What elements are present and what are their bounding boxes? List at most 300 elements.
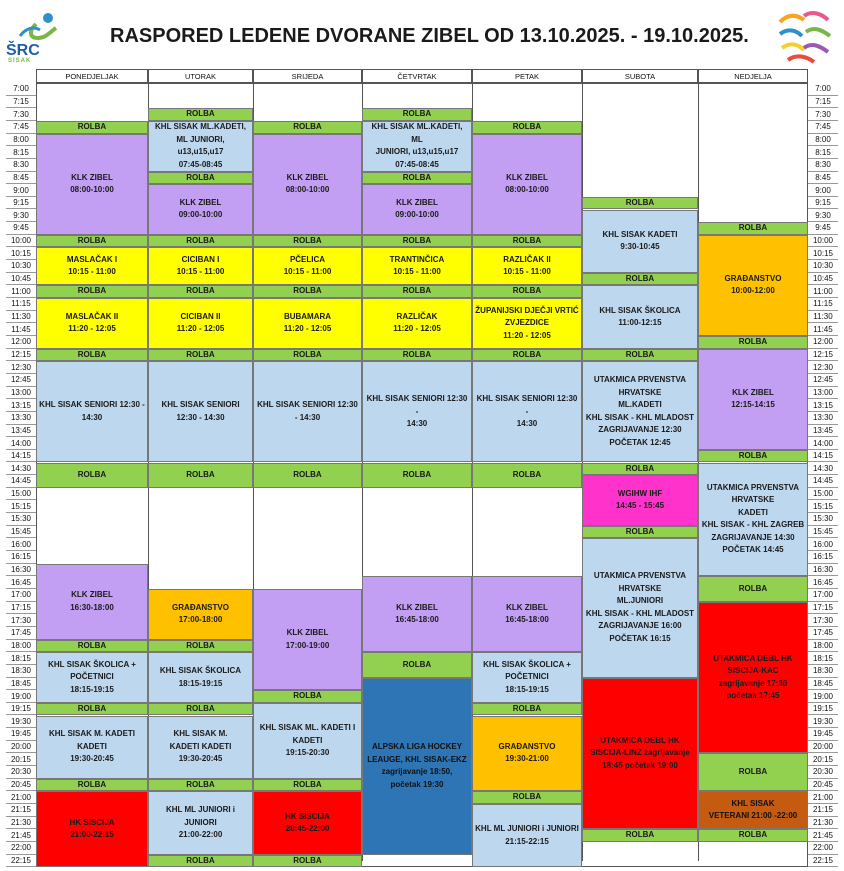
event-line: KADETI bbox=[738, 507, 768, 517]
rolba-slot bbox=[582, 349, 698, 362]
event-text bbox=[475, 393, 579, 431]
event-line: KADETI bbox=[292, 735, 323, 745]
event-line: ROLBA bbox=[738, 450, 768, 460]
event-line: 19:30-20:45 bbox=[178, 754, 223, 764]
event-text bbox=[70, 817, 115, 842]
time-label-right: 18:45 bbox=[808, 678, 838, 691]
event-line: 17:00-18:00 bbox=[178, 615, 223, 625]
event-text bbox=[403, 235, 431, 248]
time-label-left: 7:45 bbox=[6, 121, 36, 134]
schedule-event bbox=[582, 361, 698, 462]
event-text bbox=[475, 305, 578, 343]
rolba-slot bbox=[698, 576, 808, 601]
time-label-left: 7:00 bbox=[6, 83, 36, 96]
time-label-left: 21:15 bbox=[6, 804, 36, 817]
event-text bbox=[505, 602, 549, 627]
time-label-right: 13:00 bbox=[808, 387, 838, 400]
time-label-right: 10:45 bbox=[808, 273, 838, 286]
event-text bbox=[513, 285, 541, 298]
event-text bbox=[395, 602, 439, 627]
day-header-2: SRIJEDA bbox=[253, 69, 362, 83]
rolba-slot bbox=[253, 349, 362, 362]
time-label-left: 13:30 bbox=[6, 412, 36, 425]
event-line: MASLAČAK I bbox=[66, 254, 118, 264]
schedule-event bbox=[36, 298, 148, 349]
rolba-slot bbox=[698, 450, 808, 463]
event-line: KLK ZIBEL bbox=[506, 602, 548, 612]
event-line: 21:00-22:00 bbox=[178, 830, 223, 840]
day-header-5: SUBOTA bbox=[582, 69, 698, 83]
event-line: 11:00-12:15 bbox=[618, 318, 662, 328]
event-text bbox=[293, 349, 321, 362]
time-label-left: 21:30 bbox=[6, 817, 36, 830]
rolba-slot bbox=[472, 463, 582, 488]
rolba-slot bbox=[148, 463, 253, 488]
event-text bbox=[513, 121, 541, 134]
event-text bbox=[160, 665, 241, 690]
event-line: 07:45-08:45 bbox=[395, 159, 439, 169]
event-line: JUNIORI, u13,u15,u17 bbox=[375, 147, 459, 157]
rolba-slot bbox=[36, 703, 148, 716]
time-label-right: 22:15 bbox=[808, 855, 838, 868]
event-line: ROLBA bbox=[402, 286, 432, 296]
rolba-slot bbox=[362, 108, 472, 121]
event-line: RAZLIČAK II bbox=[503, 254, 551, 264]
event-line: KLK ZIBEL bbox=[732, 387, 774, 397]
rolba-slot bbox=[148, 779, 253, 792]
event-line: HK SISCIJA bbox=[69, 817, 115, 827]
event-line: KHL SISAK SENIORI 12:30 - bbox=[476, 394, 578, 416]
rolba-slot bbox=[253, 463, 362, 488]
rolba-slot bbox=[582, 463, 698, 476]
day-header-4: PETAK bbox=[472, 69, 582, 83]
time-label-right: 14:30 bbox=[808, 463, 838, 476]
rolba-slot bbox=[582, 197, 698, 210]
time-label-left: 13:45 bbox=[6, 425, 36, 438]
event-line: 11:20 - 12:05 bbox=[393, 324, 441, 334]
event-line: 14:30 bbox=[406, 419, 428, 429]
time-label-right: 10:15 bbox=[808, 247, 838, 260]
time-label-left: 16:00 bbox=[6, 538, 36, 551]
time-label-left: 13:15 bbox=[6, 399, 36, 412]
event-text bbox=[293, 855, 321, 868]
event-line: ROLBA bbox=[186, 235, 215, 245]
event-text bbox=[499, 741, 556, 766]
time-label-left: 8:45 bbox=[6, 172, 36, 185]
schedule-event bbox=[148, 361, 253, 462]
event-text bbox=[403, 659, 431, 672]
event-text bbox=[78, 285, 106, 298]
event-line: ROLBA bbox=[186, 172, 215, 182]
event-text bbox=[48, 659, 136, 697]
time-label-right: 20:15 bbox=[808, 753, 838, 766]
time-label-left: 14:30 bbox=[6, 463, 36, 476]
time-label-left: 11:45 bbox=[6, 323, 36, 336]
event-text bbox=[78, 779, 106, 792]
event-line: ML.KADETI bbox=[618, 400, 662, 410]
event-line: CICIBAN I bbox=[181, 254, 220, 264]
time-label-left: 9:45 bbox=[6, 222, 36, 235]
time-label-left: 14:00 bbox=[6, 437, 36, 450]
event-line: POČETNICI bbox=[505, 672, 549, 682]
event-line: ROLBA bbox=[402, 109, 432, 119]
time-label-left: 12:45 bbox=[6, 374, 36, 387]
event-line: ROLBA bbox=[738, 337, 768, 347]
event-text bbox=[78, 703, 106, 716]
event-line: 10:15 - 11:00 bbox=[503, 267, 551, 277]
time-label-left: 21:00 bbox=[6, 791, 36, 804]
time-label-right: 19:00 bbox=[808, 690, 838, 703]
time-label-right: 11:30 bbox=[808, 311, 838, 324]
event-line: ROLBA bbox=[77, 235, 107, 245]
event-line: UTAKMICA PRVENSTVA bbox=[593, 571, 687, 581]
schedule-event bbox=[362, 361, 472, 462]
event-line: ROLBA bbox=[512, 792, 542, 802]
event-line: ROLBA bbox=[738, 583, 768, 593]
schedule-event bbox=[253, 361, 362, 462]
event-text bbox=[285, 811, 330, 836]
time-label-left: 16:45 bbox=[6, 576, 36, 589]
time-label-right: 14:00 bbox=[808, 437, 838, 450]
time-label-left: 17:30 bbox=[6, 614, 36, 627]
time-label-left: 9:30 bbox=[6, 210, 36, 223]
rolba-slot bbox=[36, 235, 148, 248]
time-label-right: 7:45 bbox=[808, 121, 838, 134]
rolba-slot bbox=[472, 121, 582, 134]
event-text bbox=[713, 653, 792, 703]
event-line: KHL SISAK SENIORI 12:30 - bbox=[366, 394, 468, 416]
event-line: KLK ZIBEL bbox=[286, 172, 329, 182]
page-title: RASPORED LEDENE DVORANE ZIBEL OD 13.10.2025. - 19.10.2025. bbox=[110, 25, 749, 47]
time-label-left: 7:15 bbox=[6, 96, 36, 109]
time-label-right: 9:30 bbox=[808, 210, 838, 223]
day-header-6: NEDJELJA bbox=[698, 69, 808, 83]
event-text bbox=[739, 583, 767, 596]
event-line: 9:30-10:45 bbox=[620, 242, 660, 252]
event-line: ROLBA bbox=[186, 349, 215, 359]
schedule-event bbox=[148, 298, 253, 349]
event-line: ROLBA bbox=[186, 855, 215, 865]
time-label-right: 9:15 bbox=[808, 197, 838, 210]
event-line: 16:45-18:00 bbox=[395, 615, 439, 625]
event-line: KHL SISAK ŠKOLICA bbox=[159, 666, 242, 676]
time-label-right: 21:30 bbox=[808, 817, 838, 830]
schedule-event bbox=[148, 247, 253, 285]
event-line: KHL SISAK M. bbox=[173, 729, 228, 739]
event-line: 09:00-10:00 bbox=[178, 210, 223, 220]
event-line: GRAĐANSTVO bbox=[498, 741, 556, 751]
event-line: 10:15 - 11:00 bbox=[176, 267, 225, 277]
rolba-slot bbox=[472, 349, 582, 362]
event-text bbox=[725, 273, 782, 298]
event-line: POČETAK 16:15 bbox=[609, 633, 671, 643]
event-text bbox=[186, 640, 214, 653]
event-text bbox=[179, 197, 223, 222]
time-label-left: 21:45 bbox=[6, 829, 36, 842]
event-text bbox=[599, 305, 680, 330]
event-line: KHL SISAK ŠKOLICA + bbox=[48, 659, 136, 669]
time-label-right: 9:45 bbox=[808, 222, 838, 235]
schedule-event bbox=[698, 602, 808, 754]
event-line: KHL SISAK KADETI bbox=[602, 229, 678, 239]
event-line: zagrijavanje 17:30 bbox=[718, 678, 788, 688]
event-text bbox=[390, 254, 445, 279]
event-line: 14:45 - 15:45 bbox=[615, 501, 665, 511]
event-line: ROLBA bbox=[77, 122, 107, 132]
event-text bbox=[603, 229, 678, 254]
time-label-left: 12:00 bbox=[6, 336, 36, 349]
event-line: 08:00-10:00 bbox=[70, 185, 114, 195]
time-label-right: 15:15 bbox=[808, 500, 838, 513]
event-text bbox=[395, 197, 439, 222]
event-line: UTAKMICA PRVENSTVA bbox=[706, 482, 800, 492]
event-line: ROLBA bbox=[293, 691, 322, 701]
rolba-slot bbox=[698, 222, 808, 235]
time-label-right: 18:30 bbox=[808, 665, 838, 678]
time-label-right: 19:15 bbox=[808, 703, 838, 716]
event-line: ROLBA bbox=[738, 767, 768, 777]
event-line: KHL SISAK ML.KADETI, bbox=[155, 122, 246, 132]
time-label-right: 7:15 bbox=[808, 96, 838, 109]
event-line: 18:45 početak 19:00 bbox=[602, 760, 678, 770]
rolba-slot bbox=[148, 172, 253, 185]
event-text bbox=[293, 121, 321, 134]
event-line: VETERANI 21:00 -22:00 bbox=[708, 811, 798, 821]
time-label-left: 12:15 bbox=[6, 349, 36, 362]
event-line: ROLBA bbox=[186, 640, 215, 650]
event-text bbox=[293, 235, 321, 248]
event-text bbox=[78, 235, 106, 248]
event-line: KHL SISAK SENIORI bbox=[161, 400, 240, 410]
event-line: 16:30-18:00 bbox=[70, 602, 114, 612]
logo-text: ŠRC bbox=[6, 42, 40, 59]
time-label-right: 14:45 bbox=[808, 475, 838, 488]
event-text bbox=[626, 526, 654, 539]
event-line: KHL SISAK SENIORI 12:30 bbox=[257, 400, 358, 410]
event-line: 11:20 - 12:05 bbox=[503, 330, 551, 340]
event-text bbox=[626, 463, 654, 476]
event-text bbox=[513, 703, 541, 716]
time-label-left: 9:15 bbox=[6, 197, 36, 210]
schedule-event bbox=[253, 247, 362, 285]
rolba-slot bbox=[472, 703, 582, 716]
event-line: ROLBA bbox=[293, 469, 322, 479]
event-line: ROLBA bbox=[625, 830, 655, 840]
event-line: 08:00-10:00 bbox=[505, 185, 549, 195]
event-line: HK SISCIJA bbox=[285, 811, 330, 821]
schedule-event bbox=[253, 791, 362, 854]
event-line: 09:00-10:00 bbox=[395, 210, 439, 220]
schedule-event bbox=[148, 589, 253, 640]
time-label-right: 16:15 bbox=[808, 551, 838, 564]
event-text bbox=[513, 791, 541, 804]
event-text bbox=[739, 829, 767, 842]
event-line: ROLBA bbox=[77, 703, 107, 713]
time-label-left: 7:30 bbox=[6, 108, 36, 121]
time-label-right: 16:00 bbox=[808, 538, 838, 551]
event-line: ROLBA bbox=[77, 779, 107, 789]
event-text bbox=[475, 823, 579, 848]
event-line: 18:15-19:15 bbox=[178, 678, 223, 688]
event-line: 21:15-22:15 bbox=[505, 836, 549, 846]
schedule-event bbox=[148, 652, 253, 703]
event-line: 14:30 bbox=[81, 412, 103, 422]
time-label-left: 20:30 bbox=[6, 766, 36, 779]
schedule-event bbox=[362, 184, 472, 235]
time-label-right: 20:45 bbox=[808, 779, 838, 792]
event-text bbox=[513, 235, 541, 248]
rolba-slot bbox=[148, 349, 253, 362]
event-line: UTAKMICA PRVENSTVA bbox=[593, 375, 687, 385]
event-line: POČETAK 14:45 bbox=[722, 545, 784, 555]
event-line: 14:30 bbox=[516, 419, 538, 429]
rolba-slot bbox=[36, 349, 148, 362]
schedule-event bbox=[472, 247, 582, 285]
event-text bbox=[186, 779, 214, 792]
event-text bbox=[172, 602, 229, 627]
event-text bbox=[626, 829, 654, 842]
event-line: KHL ML JUNIORI i JUNIORI bbox=[475, 824, 579, 834]
rolba-slot bbox=[472, 235, 582, 248]
event-text bbox=[286, 627, 330, 652]
event-line: ROLBA bbox=[625, 526, 655, 536]
schedule-event bbox=[582, 285, 698, 348]
event-text bbox=[286, 172, 330, 197]
time-label-right: 22:00 bbox=[808, 842, 838, 855]
event-line: KHL SISAK ML.KADETI, ML bbox=[371, 122, 463, 144]
schedule-event bbox=[582, 210, 698, 273]
time-label-left: 15:30 bbox=[6, 513, 36, 526]
event-text bbox=[161, 399, 239, 424]
event-line: TRANTINČICA bbox=[389, 254, 445, 264]
schedule-event bbox=[698, 791, 808, 829]
event-line: LEAUGE, KHL SISAK-EKZ bbox=[367, 754, 467, 764]
time-label-right: 21:15 bbox=[808, 804, 838, 817]
event-line: ROLBA bbox=[186, 703, 215, 713]
time-label-left: 20:15 bbox=[6, 753, 36, 766]
time-label-right: 16:45 bbox=[808, 576, 838, 589]
event-line: 10:15 - 11:00 bbox=[283, 267, 332, 277]
event-line: KLK ZIBEL bbox=[396, 197, 438, 207]
event-text bbox=[78, 640, 106, 653]
event-line: ROLBA bbox=[512, 469, 542, 479]
time-label-left: 20:45 bbox=[6, 779, 36, 792]
time-label-right: 20:00 bbox=[808, 741, 838, 754]
event-text bbox=[66, 311, 118, 336]
rolba-slot bbox=[362, 235, 472, 248]
event-line: u13,u15,u17 bbox=[177, 147, 224, 157]
time-label-right: 12:30 bbox=[808, 361, 838, 374]
event-text bbox=[731, 387, 775, 412]
day-header-0: PONEDJELJAK bbox=[36, 69, 148, 83]
event-text bbox=[186, 235, 214, 248]
schedule-event bbox=[698, 349, 808, 450]
event-line: ROLBA bbox=[293, 286, 322, 296]
event-line: KADETI bbox=[77, 741, 107, 751]
event-text bbox=[186, 703, 214, 716]
time-label-left: 15:00 bbox=[6, 488, 36, 501]
event-line: KLK ZIBEL bbox=[71, 590, 113, 600]
event-text bbox=[590, 735, 690, 773]
rolba-slot bbox=[698, 336, 808, 349]
time-label-right: 13:30 bbox=[808, 412, 838, 425]
time-label-left: 18:00 bbox=[6, 640, 36, 653]
time-label-right: 17:45 bbox=[808, 627, 838, 640]
event-line: 10:15 - 11:00 bbox=[393, 267, 441, 277]
event-text bbox=[186, 349, 214, 362]
event-text bbox=[293, 779, 321, 792]
time-label-left: 8:30 bbox=[6, 159, 36, 172]
rolba-slot bbox=[36, 640, 148, 653]
time-label-left: 11:15 bbox=[6, 298, 36, 311]
event-line: KLK ZIBEL bbox=[71, 172, 113, 182]
event-line: 18:15-19:15 bbox=[505, 684, 549, 694]
rolba-slot bbox=[472, 791, 582, 804]
event-line: KLK ZIBEL bbox=[286, 628, 329, 638]
time-label-right: 19:45 bbox=[808, 728, 838, 741]
event-line: KLK ZIBEL bbox=[506, 172, 548, 182]
rolba-slot bbox=[36, 121, 148, 134]
event-line: ROLBA bbox=[77, 349, 107, 359]
event-text bbox=[39, 399, 145, 424]
event-text bbox=[257, 399, 358, 424]
event-line: ROLBA bbox=[625, 197, 655, 207]
time-label-right: 15:30 bbox=[808, 513, 838, 526]
time-label-left: 19:15 bbox=[6, 703, 36, 716]
schedule-event bbox=[582, 678, 698, 830]
schedule-event bbox=[148, 121, 253, 172]
event-text bbox=[403, 469, 431, 482]
event-text bbox=[513, 469, 541, 482]
event-text bbox=[367, 741, 466, 791]
time-label-right: 19:30 bbox=[808, 716, 838, 729]
event-text bbox=[67, 254, 117, 279]
event-text bbox=[503, 254, 551, 279]
event-line: ŽUPANIJSKI DJEČJI VRTIĆ bbox=[475, 305, 579, 315]
event-text bbox=[155, 121, 246, 171]
event-line: ROLBA bbox=[402, 235, 432, 245]
event-line: ROLBA bbox=[293, 349, 322, 359]
event-line: 11:20 - 12:05 bbox=[283, 324, 332, 334]
event-text bbox=[177, 254, 225, 279]
time-label-right: 10:00 bbox=[808, 235, 838, 248]
event-line: ALPSKA LIGA HOCKEY bbox=[371, 742, 463, 752]
time-label-right: 20:30 bbox=[808, 766, 838, 779]
schedule-event bbox=[36, 652, 148, 703]
rolba-slot bbox=[148, 108, 253, 121]
rolba-slot bbox=[253, 235, 362, 248]
time-label-left: 11:00 bbox=[6, 285, 36, 298]
event-line: ROLBA bbox=[293, 122, 322, 132]
rolba-slot bbox=[362, 349, 472, 362]
schedule-event bbox=[148, 184, 253, 235]
time-label-left: 20:00 bbox=[6, 741, 36, 754]
time-label-left: 19:45 bbox=[6, 728, 36, 741]
event-line: ROLBA bbox=[77, 640, 107, 650]
event-text bbox=[186, 855, 214, 868]
event-line: PČELICA bbox=[289, 254, 326, 264]
event-line: HRVATSKE bbox=[618, 387, 662, 397]
event-line: KHL ML JUNIORI i bbox=[165, 805, 236, 815]
event-text bbox=[513, 349, 541, 362]
schedule-event bbox=[253, 298, 362, 349]
event-line: SISCIJA-KAC bbox=[727, 666, 779, 676]
event-line: BUBAMARA bbox=[283, 311, 332, 321]
event-text bbox=[186, 108, 214, 121]
time-label-left: 9:00 bbox=[6, 184, 36, 197]
time-label-right: 9:00 bbox=[808, 184, 838, 197]
time-label-right: 21:45 bbox=[808, 829, 838, 842]
